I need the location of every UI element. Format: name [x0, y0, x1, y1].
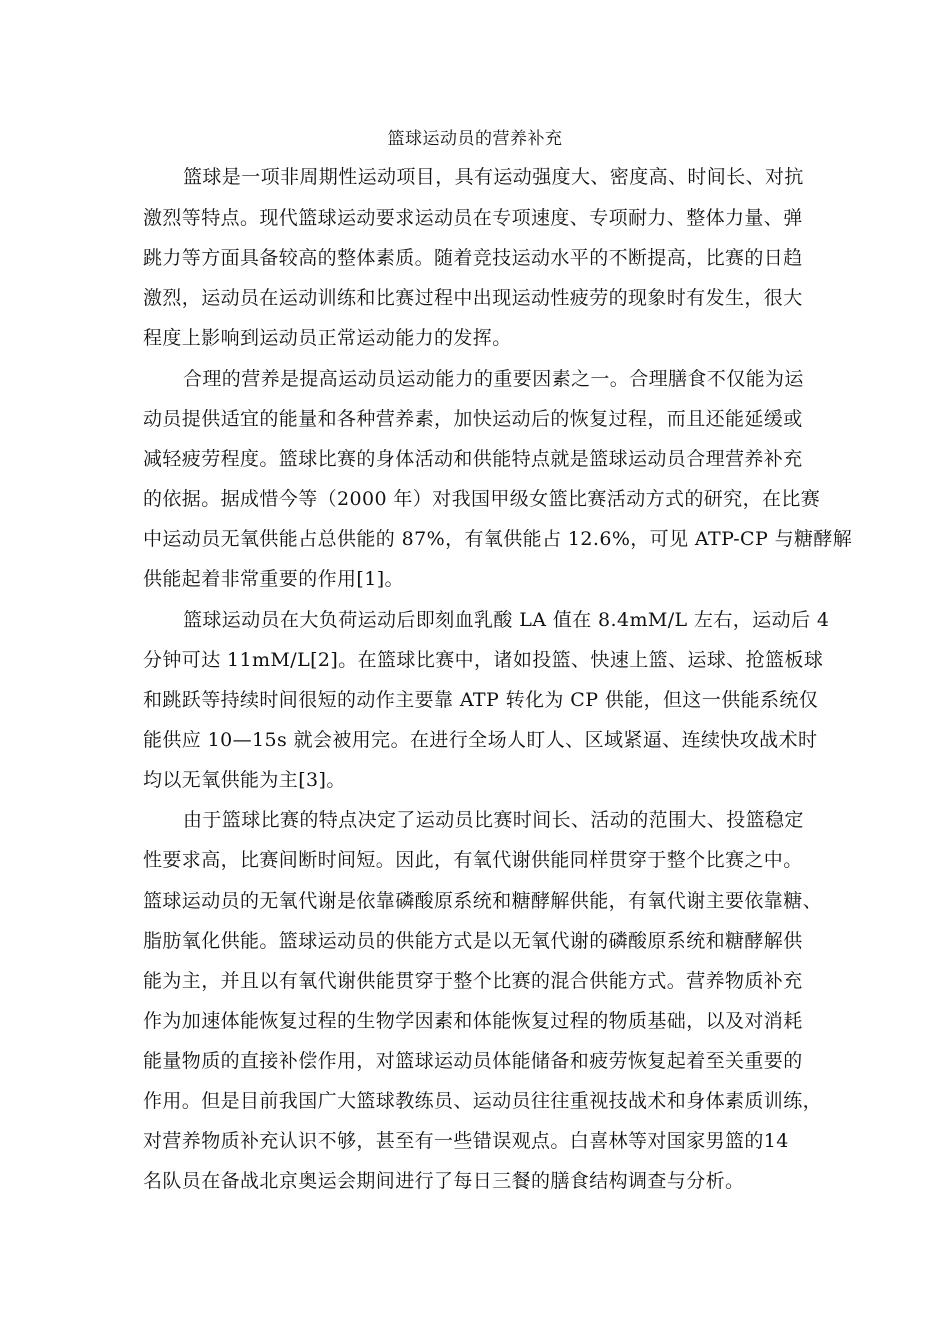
- paragraph-line: 和跳跃等持续时间很短的动作主要靠 ATP 转化为 CP 供能，但这一供能系统仅: [143, 689, 819, 711]
- paragraph-line: 篮球运动员的无氧代谢是依靠磷酸原系统和糖酵解供能，有氧代谢主要依靠糖、: [143, 890, 823, 912]
- paragraph-line: 激烈等特点。现代篮球运动要求运动员在专项速度、专项耐力、整体力量、弹: [143, 207, 803, 229]
- paragraph-line: 作为加速体能恢复过程的生物学因素和体能恢复过程的物质基础，以及对消耗: [143, 1010, 803, 1032]
- paragraph-line: 合理的营养是提高运动员运动能力的重要因素之一。合理膳食不仅能为运: [183, 368, 804, 390]
- paragraph-line: 程度上影响到运动员正常运动能力的发挥。: [143, 327, 512, 349]
- paragraph-line: 能供应 10—15s 就会被用完。在进行全场人盯人、区域紧逼、连续快攻战术时: [143, 729, 818, 751]
- paragraph-line: 减轻疲劳程度。篮球比赛的身体活动和供能特点就是篮球运动员合理营养补充: [143, 448, 803, 470]
- paragraph-line: 分钟可达 11mM/L[2]。在篮球比赛中，诸如投篮、快速上篮、运球、抢篮板球: [143, 649, 824, 671]
- paragraph-line: 对营养物质补充认识不够，甚至有一些错误观点。白喜林等对国家男篮的14: [143, 1130, 789, 1152]
- paragraph-line: 中运动员无氧供能占总供能的 87%，有氧供能占 12.6%，可见 ATP-CP 与糖酵解: [143, 528, 853, 550]
- paragraph-line: 均以无氧供能为主[3]。: [143, 769, 346, 791]
- paragraph-line: 供能起着非常重要的作用[1]。: [143, 568, 404, 590]
- paragraph-line: 激烈，运动员在运动训练和比赛过程中出现运动性疲劳的现象时有发生，很大: [143, 287, 803, 309]
- paragraph-line: 的依据。据成惜今等（2000 年）对我国甲级女篮比赛活动方式的研究，在比赛: [143, 488, 821, 510]
- paragraph-line: 名队员在备战北京奥运会期间进行了每日三餐的膳食结构调查与分析。: [143, 1170, 745, 1192]
- paragraph-line: 跳力等方面具备较高的整体素质。随着竞技运动水平的不断提高，比赛的日趋: [143, 247, 803, 269]
- paragraph-line: 脂肪氧化供能。篮球运动员的供能方式是以无氧代谢的磷酸原系统和糖酵解供: [143, 930, 803, 952]
- document-title: 篮球运动员的营养补充: [387, 129, 563, 149]
- paragraph-line: 动员提供适宜的能量和各种营养素，加快运动后的恢复过程，而且还能延缓或: [143, 408, 803, 430]
- paragraph-line: 能为主，并且以有氧代谢供能贯穿于整个比赛的混合供能方式。营养物质补充: [143, 970, 803, 992]
- paragraph-line: 性要求高，比赛间断时间短。因此，有氧代谢供能同样贯穿于整个比赛之中。: [143, 849, 803, 871]
- paragraph-line: 由于篮球比赛的特点决定了运动员比赛时间长、活动的范围大、投篮稳定: [183, 809, 804, 831]
- paragraph-line: 篮球运动员在大负荷运动后即刻血乳酸 LA 值在 8.4mM/L 左右，运动后 4: [183, 609, 830, 631]
- paragraph-line: 能量物质的直接补偿作用，对篮球运动员体能储备和疲劳恢复起着至关重要的: [143, 1050, 803, 1072]
- paragraph-line: 篮球是一项非周期性运动项目，具有运动强度大、密度高、时间长、对抗: [183, 166, 804, 188]
- paragraph-line: 作用。但是目前我国广大篮球教练员、运动员往往重视技战术和身体素质训练，: [143, 1090, 823, 1112]
